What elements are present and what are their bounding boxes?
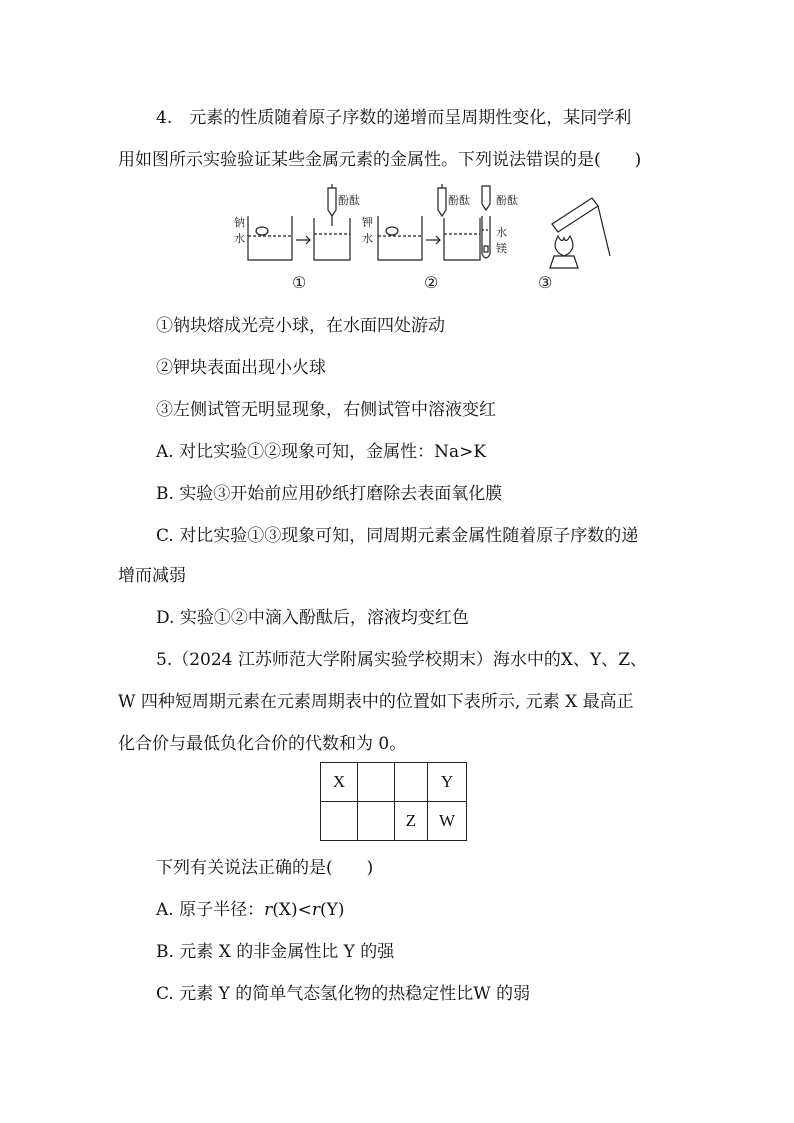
- q5-option-c: C. 元素 Y 的简单气态氢化物的热稳定性比W 的弱: [156, 984, 531, 1004]
- label-water-left: 水: [234, 232, 245, 245]
- label-phenol-1: 酚酞: [338, 194, 360, 207]
- lamp: [550, 256, 578, 268]
- caption-3: ③: [538, 273, 553, 292]
- q5-option-a: [156, 900, 345, 920]
- tube-right: [598, 206, 610, 256]
- table-cell: [358, 763, 395, 802]
- label-magnesium: 镁: [496, 242, 507, 255]
- table-cell: X: [321, 763, 358, 802]
- flame: [555, 236, 573, 256]
- table-row: [321, 802, 467, 841]
- label-water-right: 水: [362, 232, 373, 245]
- table-cell: [358, 802, 395, 841]
- dropper-2: [438, 188, 446, 216]
- radius-symbol: r: [311, 900, 320, 920]
- table-cell: W: [428, 802, 467, 841]
- q4-option-c-line2: 增而减弱: [118, 566, 186, 586]
- label-phenol-3: 酚酞: [496, 194, 518, 207]
- caption-2: ②: [424, 273, 439, 292]
- radius-symbol: r: [264, 900, 273, 920]
- table-row: [321, 763, 467, 802]
- q5-question: 下列有关说法正确的是( ): [156, 858, 374, 878]
- label-potassium: 钾: [362, 216, 373, 229]
- option-a-suffix: (Y): [320, 900, 345, 920]
- q4-option-a: A. 对比实验①②现象可知，金属性：Na>K: [156, 442, 487, 462]
- q5-stem-line3: 化合价与最低负化合价的代数和为 0。: [118, 734, 407, 754]
- table-cell: Z: [395, 802, 428, 841]
- q4-option-c-line1: C. 对比实验①③现象可知，同周期元素金属性随着原子序数的递: [156, 526, 639, 546]
- label-phenol-2: 酚酞: [448, 194, 470, 207]
- option-a-prefix: A. 原子半径：: [156, 900, 265, 920]
- q5-option-b: B. 元素 X 的非金属性比 Y 的强: [156, 942, 395, 962]
- dropper-1: [328, 188, 336, 216]
- heated-tube: [552, 198, 598, 232]
- beaker-2: [378, 216, 422, 260]
- q5-stem-line1: 5.（2024 江苏师范大学附属实验学校期末）海水中的X、Y、Z、: [156, 650, 648, 670]
- q5-stem-line2: W 四种短周期元素在元素周期表中的位置如下表所示, 元素 X 最高正: [118, 692, 634, 712]
- label-water-tube: 水: [496, 226, 507, 239]
- beaker-1: [248, 216, 292, 260]
- label-sodium: 钠: [234, 216, 245, 229]
- q4-stem-line2: 用如图所示实验验证某些金属元素的金属性。下列说法错误的是( ): [118, 150, 642, 170]
- table-cell: Y: [428, 763, 467, 802]
- q4-stem-line1: 4. 元素的性质随着原子序数的递增而呈周期性变化，某同学利: [156, 108, 632, 128]
- q4-option-b: B. 实验③开始前应用砂纸打磨除去表面氧化膜: [156, 484, 503, 504]
- beaker-2b: [444, 218, 480, 260]
- potassium-piece: [386, 227, 398, 235]
- caption-1: ①: [292, 273, 307, 292]
- arrow-1: [296, 236, 310, 244]
- q4-statement-3: ③左侧试管无明显现象，右侧试管中溶液变红: [156, 400, 496, 420]
- q4-statement-1: ①钠块熔成光亮小球，在水面四处游动: [156, 316, 445, 336]
- sodium-piece: [256, 227, 268, 235]
- q4-statement-2: ②钾块表面出现小火球: [156, 358, 326, 378]
- table-cell: [321, 802, 358, 841]
- option-a-mid: (X)<: [272, 900, 312, 920]
- table-cell: [395, 763, 428, 802]
- q4-option-d: D. 实验①②中滴入酚酞后，溶液均变红色: [156, 608, 469, 628]
- periodic-position-table: [320, 762, 467, 841]
- experiment-figure: [220, 184, 620, 302]
- experiment-diagram: [220, 184, 620, 302]
- arrow-2: [426, 236, 440, 244]
- dropper-3: [482, 186, 490, 210]
